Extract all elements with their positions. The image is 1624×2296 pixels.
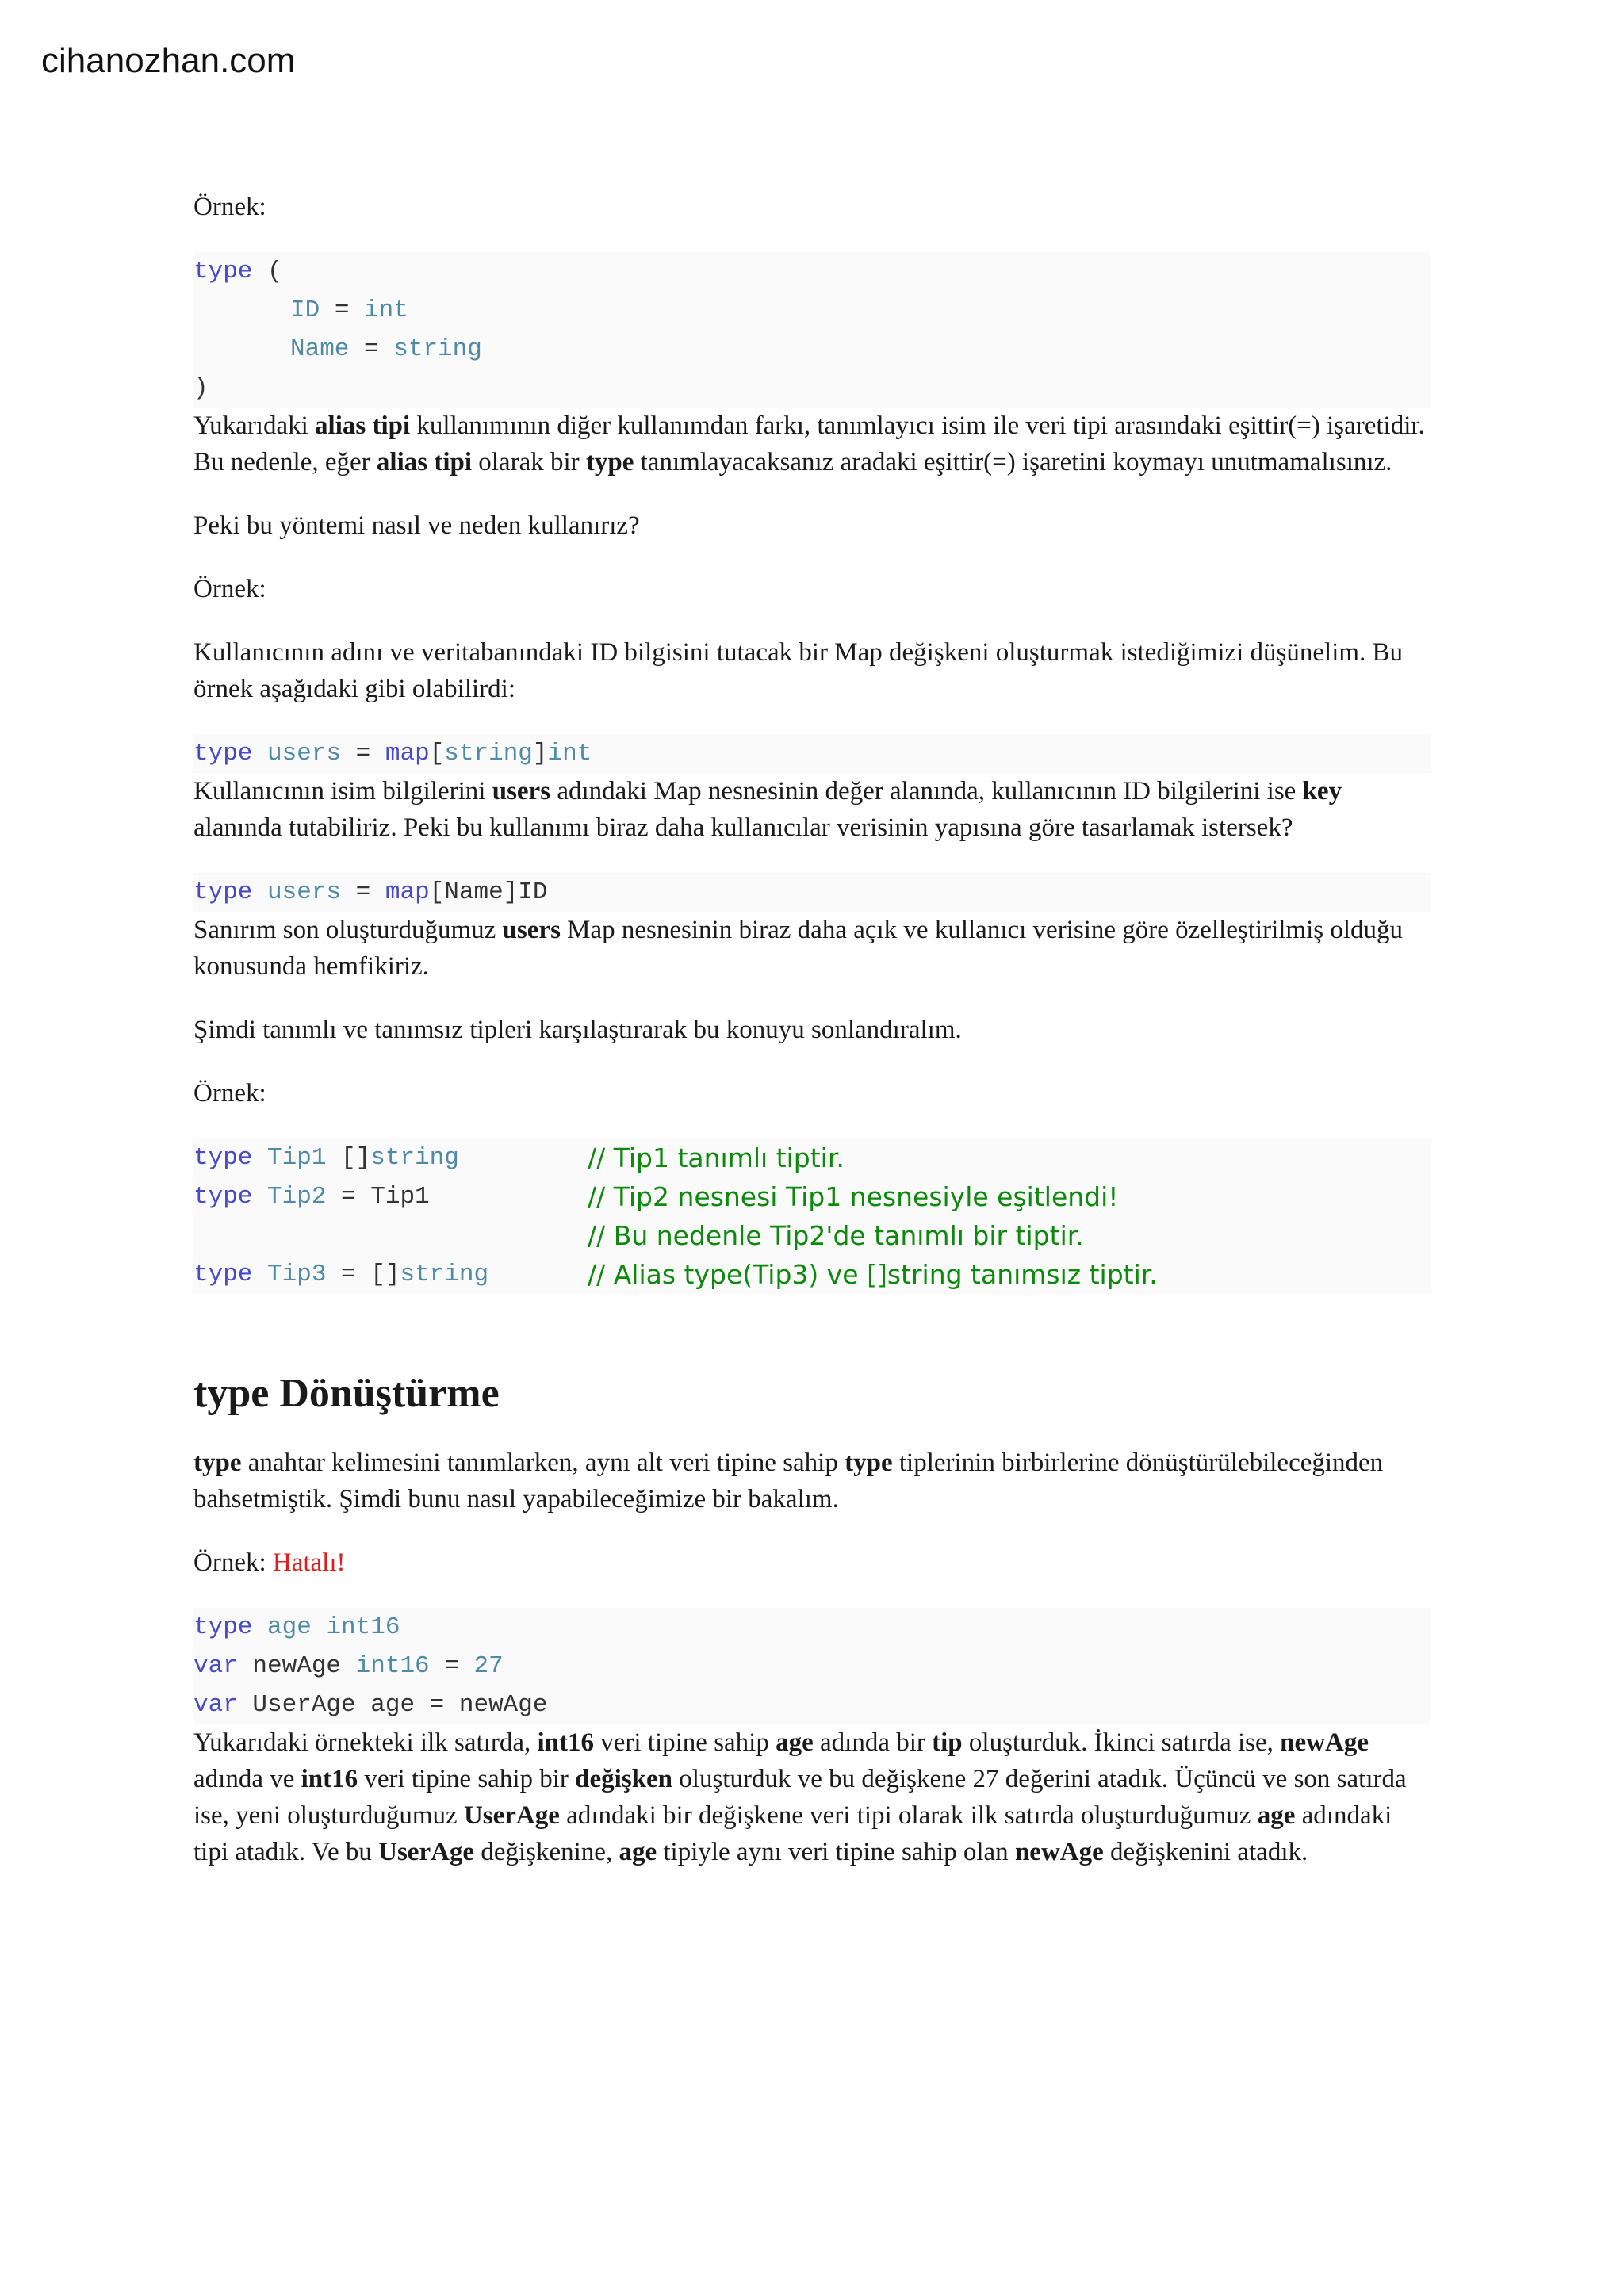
code-comment: // Alias type(Tip3) ve []string tanımsız tiptir. (588, 1259, 1158, 1290)
code-comment: // Bu nedenle Tip2'de tanımlı bir tiptir. (588, 1220, 1084, 1251)
paragraph: Peki bu yöntemi nasıl ve neden kullanırız? (193, 511, 640, 540)
paragraph: Kullanıcının adını ve veritabanındaki ID bilgisini tutacak bir Map değişkeni oluşturmak istediğimizi düşünelim. Bu örnek aşağıdaki gibi olabilirdi: (193, 638, 1404, 703)
code-block-map: type users = map[string]int (193, 734, 1431, 773)
code-type: int (364, 297, 408, 324)
code-block-type-group: type ( ID = int Name = string ) (193, 252, 1431, 408)
example-label: Örnek: (193, 1079, 266, 1108)
code-keyword: type (193, 258, 253, 285)
paragraph: Kullanıcının isim bilgilerini users adındaki Map nesnesinin değer alanında, kullanıcının ID bilgilerini ise key alanında tutabiliriz. Peki bu kullanımı biraz daha kullanıcılar verisinin yapısına göre tasarlamak istersek? (193, 777, 1342, 842)
code-block-age: type age int16 var newAge int16 = 27 var UserAge age = newAge (193, 1608, 1431, 1724)
code-block-tip-compare: type Tip1 []string // Tip1 tanımlı tiptir. type Tip2 = Tip1 // Tip2 nesnesi Tip1 nesnesiyle eşitlendi! // Bu nedenle Tip2'de tanımlı bir tiptir. type Tip3 = []string // Alias type(Tip3) ve []string tanımsız tiptir. (193, 1138, 1431, 1294)
code-block-map-named: type users = map[Name]ID (193, 873, 1431, 912)
code-type: string (393, 335, 482, 363)
code-identifier: Name (290, 335, 350, 363)
code-comment: // Tip1 tanımlı tiptir. (588, 1142, 845, 1173)
page-content (193, 189, 1431, 1870)
example-label: Örnek: Hatalı! (193, 1548, 346, 1577)
code-identifier: ID (290, 297, 320, 324)
paragraph: type anahtar kelimesini tanımlarken, aynı alt veri tipine sahip type tiplerinin birbirlerine dönüştürülebileceğinden bahsetmiştik. Şimdi bunu nasıl yapabileceğimize bir bakalım. (193, 1448, 1384, 1513)
example-label: Örnek: (193, 575, 266, 603)
paragraph: Sanırım son oluşturduğumuz users Map nesnesinin biraz daha açık ve kullanıcı verisine göre özelleştirilmiş olduğu konusunda hemfikiriz. (193, 916, 1404, 981)
example-label: Örnek: (193, 193, 266, 221)
paragraph: Yukarıdaki alias tipi kullanımının diğer kullanımdan farkı, tanımlayıcı isim ile veri tipi arasındaki eşittir(=) işaretidir. Bu nedenle, eğer alias tipi olarak bir type tanımlayacaksanız aradaki eşittir(=) işaretini koymayı unutmamalısınız. (193, 411, 1425, 476)
site-header: cihanozhan.com (41, 41, 296, 80)
code-comment: // Tip2 nesnesi Tip1 nesnesiyle eşitlendi! (588, 1181, 1119, 1212)
section-heading: type Dönüştürme (193, 1371, 500, 1416)
error-label: Hatalı! (272, 1548, 346, 1577)
paragraph: Şimdi tanımlı ve tanımsız tipleri karşılaştırarak bu konuyu sonlandıralım. (193, 1016, 962, 1044)
paragraph: Yukarıdaki örnekteki ilk satırda, int16 veri tipine sahip age adında bir tip oluşturduk. İkinci satırda ise, newAge adında ve int16 veri tipine sahip bir değişken oluşturduk ve bu değişkene 27 değerini atadık. Üçüncü ve son satırda ise, yeni oluşturduğumuz UserAge adındaki bir değişkene veri tipi olarak ilk satırda oluşturduğumuz age adındaki tipi atadık. Ve bu UserAge değişkenine, age tipiyle aynı veri tipine sahip olan newAge değişkenini atadık. (193, 1728, 1407, 1866)
